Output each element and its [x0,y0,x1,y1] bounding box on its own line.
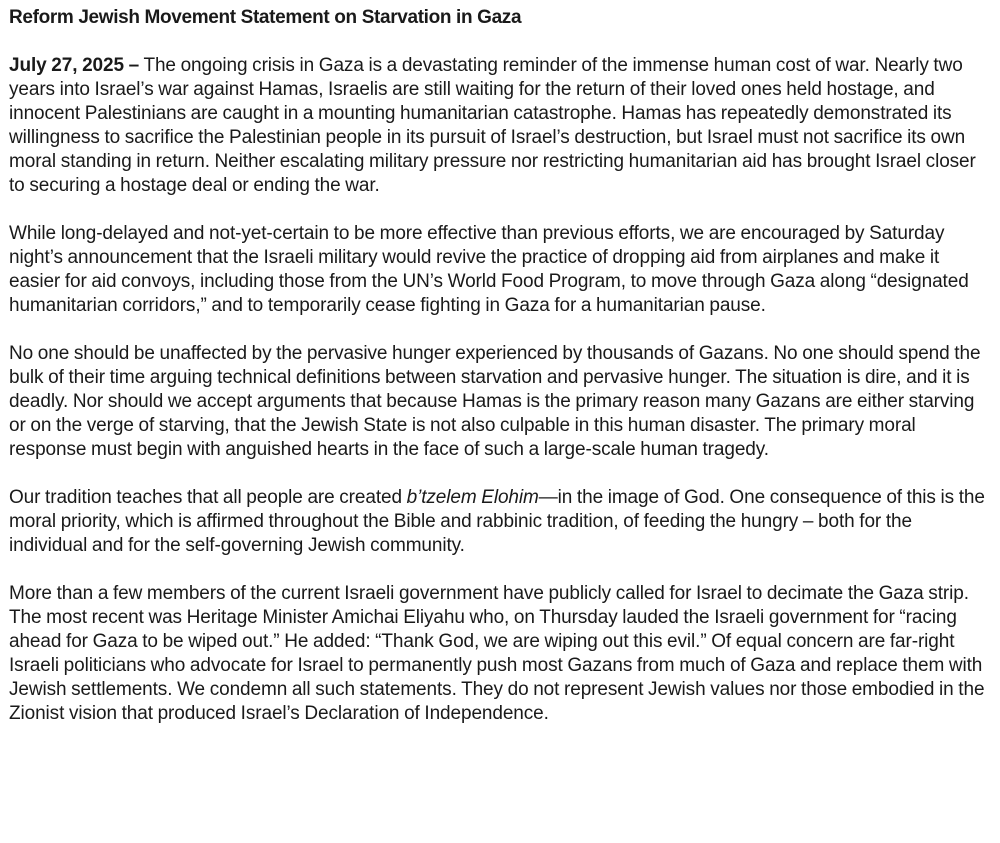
paragraph-aid-announcement: While long-delayed and not-yet-certain to be more effective than previous efforts, we are encouraged by Saturday night’s announcement that the Israeli military would revive the practice of dropping aid from airplanes and make it easier for aid convoys, including those from the UN’s World Food Program, to move through Gaza along “designated humanitarian corridors,” and to temporarily cease fighting in Gaza for a humanitarian pause. [9,223,969,316]
hebrew-phrase: b’tzelem Elohim [406,487,539,508]
dateline: July 27, 2025 – [9,55,140,76]
paragraph-government-statements: More than a few members of the current Israeli government have publicly called for Israel to decimate the Gaza strip. The most recent was Heritage Minister Amichai Eliyahu who, on Thursday lauded the Israeli government for “racing ahead for Gaza to be wiped out.” He added: “Thank God, we are wiping out this evil.” Of equal concern are far-right Israeli politicians who advocate for Israel to permanently push most Gazans from much of Gaza and replace them with Jewish settlements. We condemn all such statements. They do not represent Jewish values nor those embodied in the Zionist vision that produced Israel’s Declaration of Independence. [9,583,985,724]
paragraph-tradition [9,486,994,558]
statement-document [9,6,994,726]
paragraph-opening-text: The ongoing crisis in Gaza is a devastating reminder of the immense human cost of war. Nearly two years into Israel’s war against Hamas, Israelis are still waiting for the return of their loved ones held hostage, and innocent Palestinians are caught in a mounting humanitarian catastrophe. Hamas has repeatedly demonstrated its willingness to sacrifice the Palestinian people in its pursuit of Israel’s destruction, but Israel must not sacrifice its own moral standing in return. Neither escalating military pressure nor restricting humanitarian aid has brought Israel closer to securing a hostage deal or ending the war. [9,55,976,196]
paragraph-opening [9,54,994,198]
paragraph-tradition-rest: —in the image of God. One consequence of this is the moral priority, which is affirmed throughout the Bible and rabbinic tradition, of feeding the hungry – both for the individual and for the self-governing Jewish community. [9,487,985,556]
paragraph-tradition-lead: Our tradition teaches that all people are created [9,487,407,508]
paragraph-hunger: No one should be unaffected by the pervasive hunger experienced by thousands of Gazans. No one should spend the bulk of their time arguing technical definitions between starvation and pervasive hunger. The situation is dire, and it is deadly. Nor should we accept arguments that because Hamas is the primary reason many Gazans are either starving or on the verge of starving, that the Jewish State is not also culpable in this human disaster. The primary moral response must begin with anguished hearts in the face of such a large-scale human tragedy. [9,343,981,460]
statement-title: Reform Jewish Movement Statement on Starvation in Gaza [9,7,522,28]
